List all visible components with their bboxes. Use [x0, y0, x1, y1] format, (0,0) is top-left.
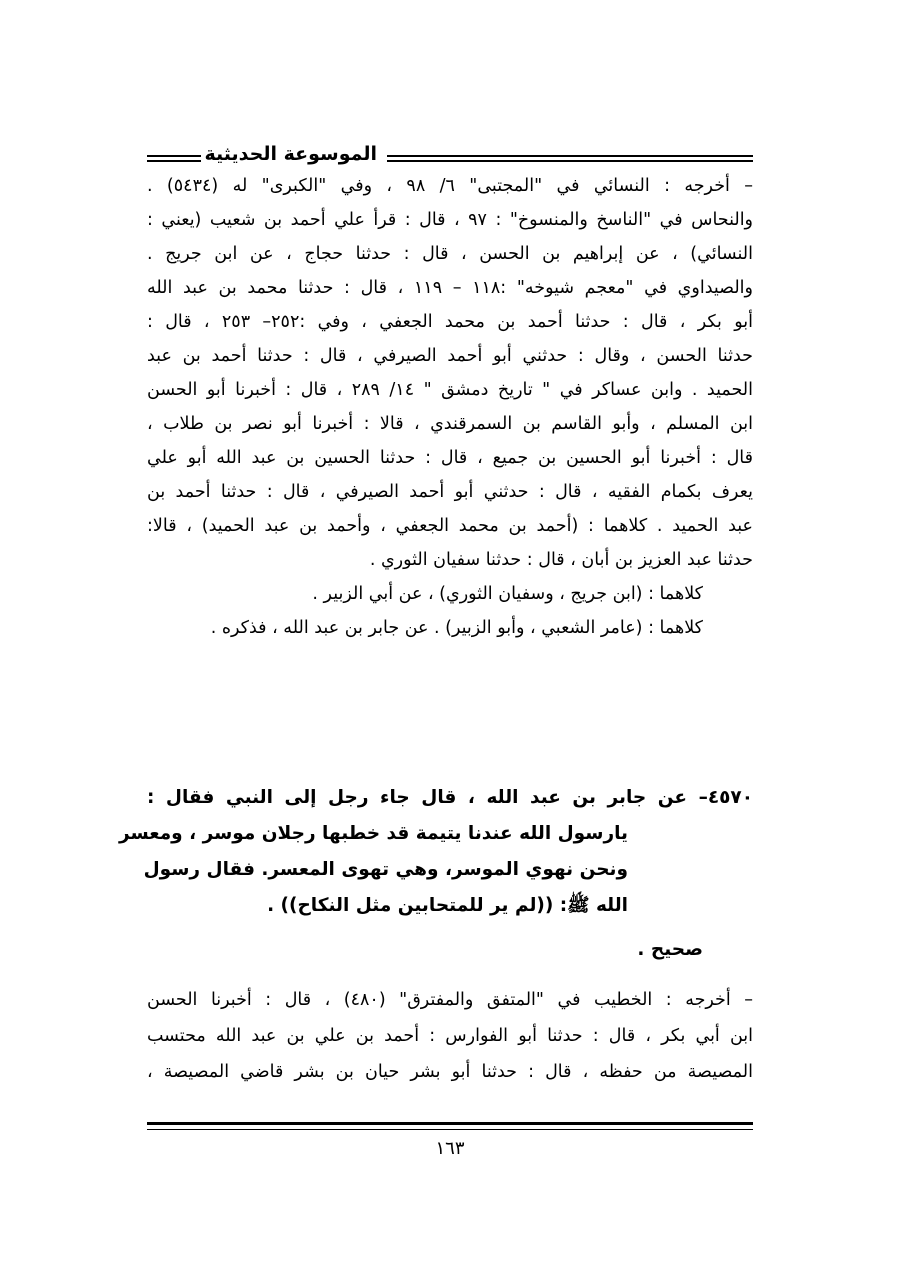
text-line: ابن أبي بكر ، قال : حدثنا أبو الفوارس : أحمد بن علي بن عبد الله محتسب — [147, 1026, 753, 1046]
text-line: – أخرجه : النسائي في "المجتبى" ٦/ ٩٨ ، وفي "الكبرى" له (٥٤٣٤) . — [147, 176, 754, 196]
hadith-grade: صحيح . — [637, 939, 703, 960]
text-line: أبو بكر ، قال : حدثنا أحمد بن محمد الجعفي ، وفي :٢٥٢– ٢٥٣ ، قال : — [147, 312, 753, 332]
text-line: المصيصة من حفظه ، قال : حدثنا أبو بشر حيان بن بشر قاضي المصيصة ، — [147, 1062, 753, 1082]
footer-rule-thick — [147, 1122, 753, 1125]
text-line: النسائي) ، عن إبراهيم بن الحسن ، قال : حدثنا حجاج ، عن ابن جريج . — [147, 244, 753, 264]
text-line: حدثنا عبد العزيز بن أبان ، قال : حدثنا سفيان الثوري . — [369, 550, 753, 570]
text-line: حدثنا الحسن ، وقال : حدثني أبو أحمد الصيرفي ، قال : حدثنا أحمد بن عبد — [147, 346, 753, 366]
text-line: الحميد . وابن عساكر في " تاريخ دمشق " ١٤/ ٢٨٩ ، قال : أخبرنا أبو الحسن — [147, 380, 753, 400]
hadith-line: الله ﷺ: ((لم ير للمتحابين مثل النكاح)) . — [267, 895, 628, 916]
text-line: – أخرجه : الخطيب في "المتفق والمفترق" (٤٨٠) ، قال : أخبرنا الحسن — [147, 990, 753, 1010]
text-line: والنحاس في "الناسخ والمنسوخ" : ٩٧ ، قال : قرأ علي أحمد بن شعيب (يعني : — [147, 210, 754, 230]
header-rule-left — [147, 155, 201, 162]
hadith-line: ٤٥٧٠– عن جابر بن عبد الله ، قال جاء رجل إلى النبي فقال : — [147, 787, 753, 808]
page-number: ١٦٣ — [435, 1138, 465, 1159]
footer-rule-thin — [147, 1129, 753, 1130]
running-header — [147, 143, 753, 171]
hadith-line: يارسول الله عندنا يتيمة قد خطبها رجلان موسر ، ومعسر — [118, 823, 628, 844]
text-line: عبد الحميد . كلاهما : (أحمد بن محمد الجعفي ، وأحمد بن عبد الحميد) ، قالا: — [147, 516, 753, 536]
text-line: والصيداوي في "معجم شيوخه" :١١٨ – ١١٩ ، قال : حدثنا محمد بن عبد الله — [147, 278, 753, 298]
header-rule-right — [387, 155, 753, 162]
text-line: ابن المسلم ، وأبو القاسم بن السمرقندي ، قالا : أخبرنا أبو نصر بن طلاب ، — [147, 414, 753, 434]
text-line-indented: كلاهما : (عامر الشعبي ، وأبو الزبير) . عن جابر بن عبد الله ، فذكره . — [210, 618, 703, 638]
header-title: الموسوعة الحديثية — [204, 143, 377, 165]
text-line: قال : أخبرنا أبو الحسين بن جميع ، قال : حدثنا الحسين بن عبد الله أبو علي — [147, 448, 753, 468]
text-line-indented: كلاهما : (ابن جريج ، وسفيان الثوري) ، عن أبي الزبير . — [312, 584, 703, 604]
hadith-line: ونحن نهوي الموسر، وهي تهوى المعسر. فقال رسول — [143, 859, 628, 880]
text-line: يعرف بكمام الفقيه ، قال : حدثني أبو أحمد الصيرفي ، قال : حدثنا أحمد بن — [147, 482, 753, 502]
